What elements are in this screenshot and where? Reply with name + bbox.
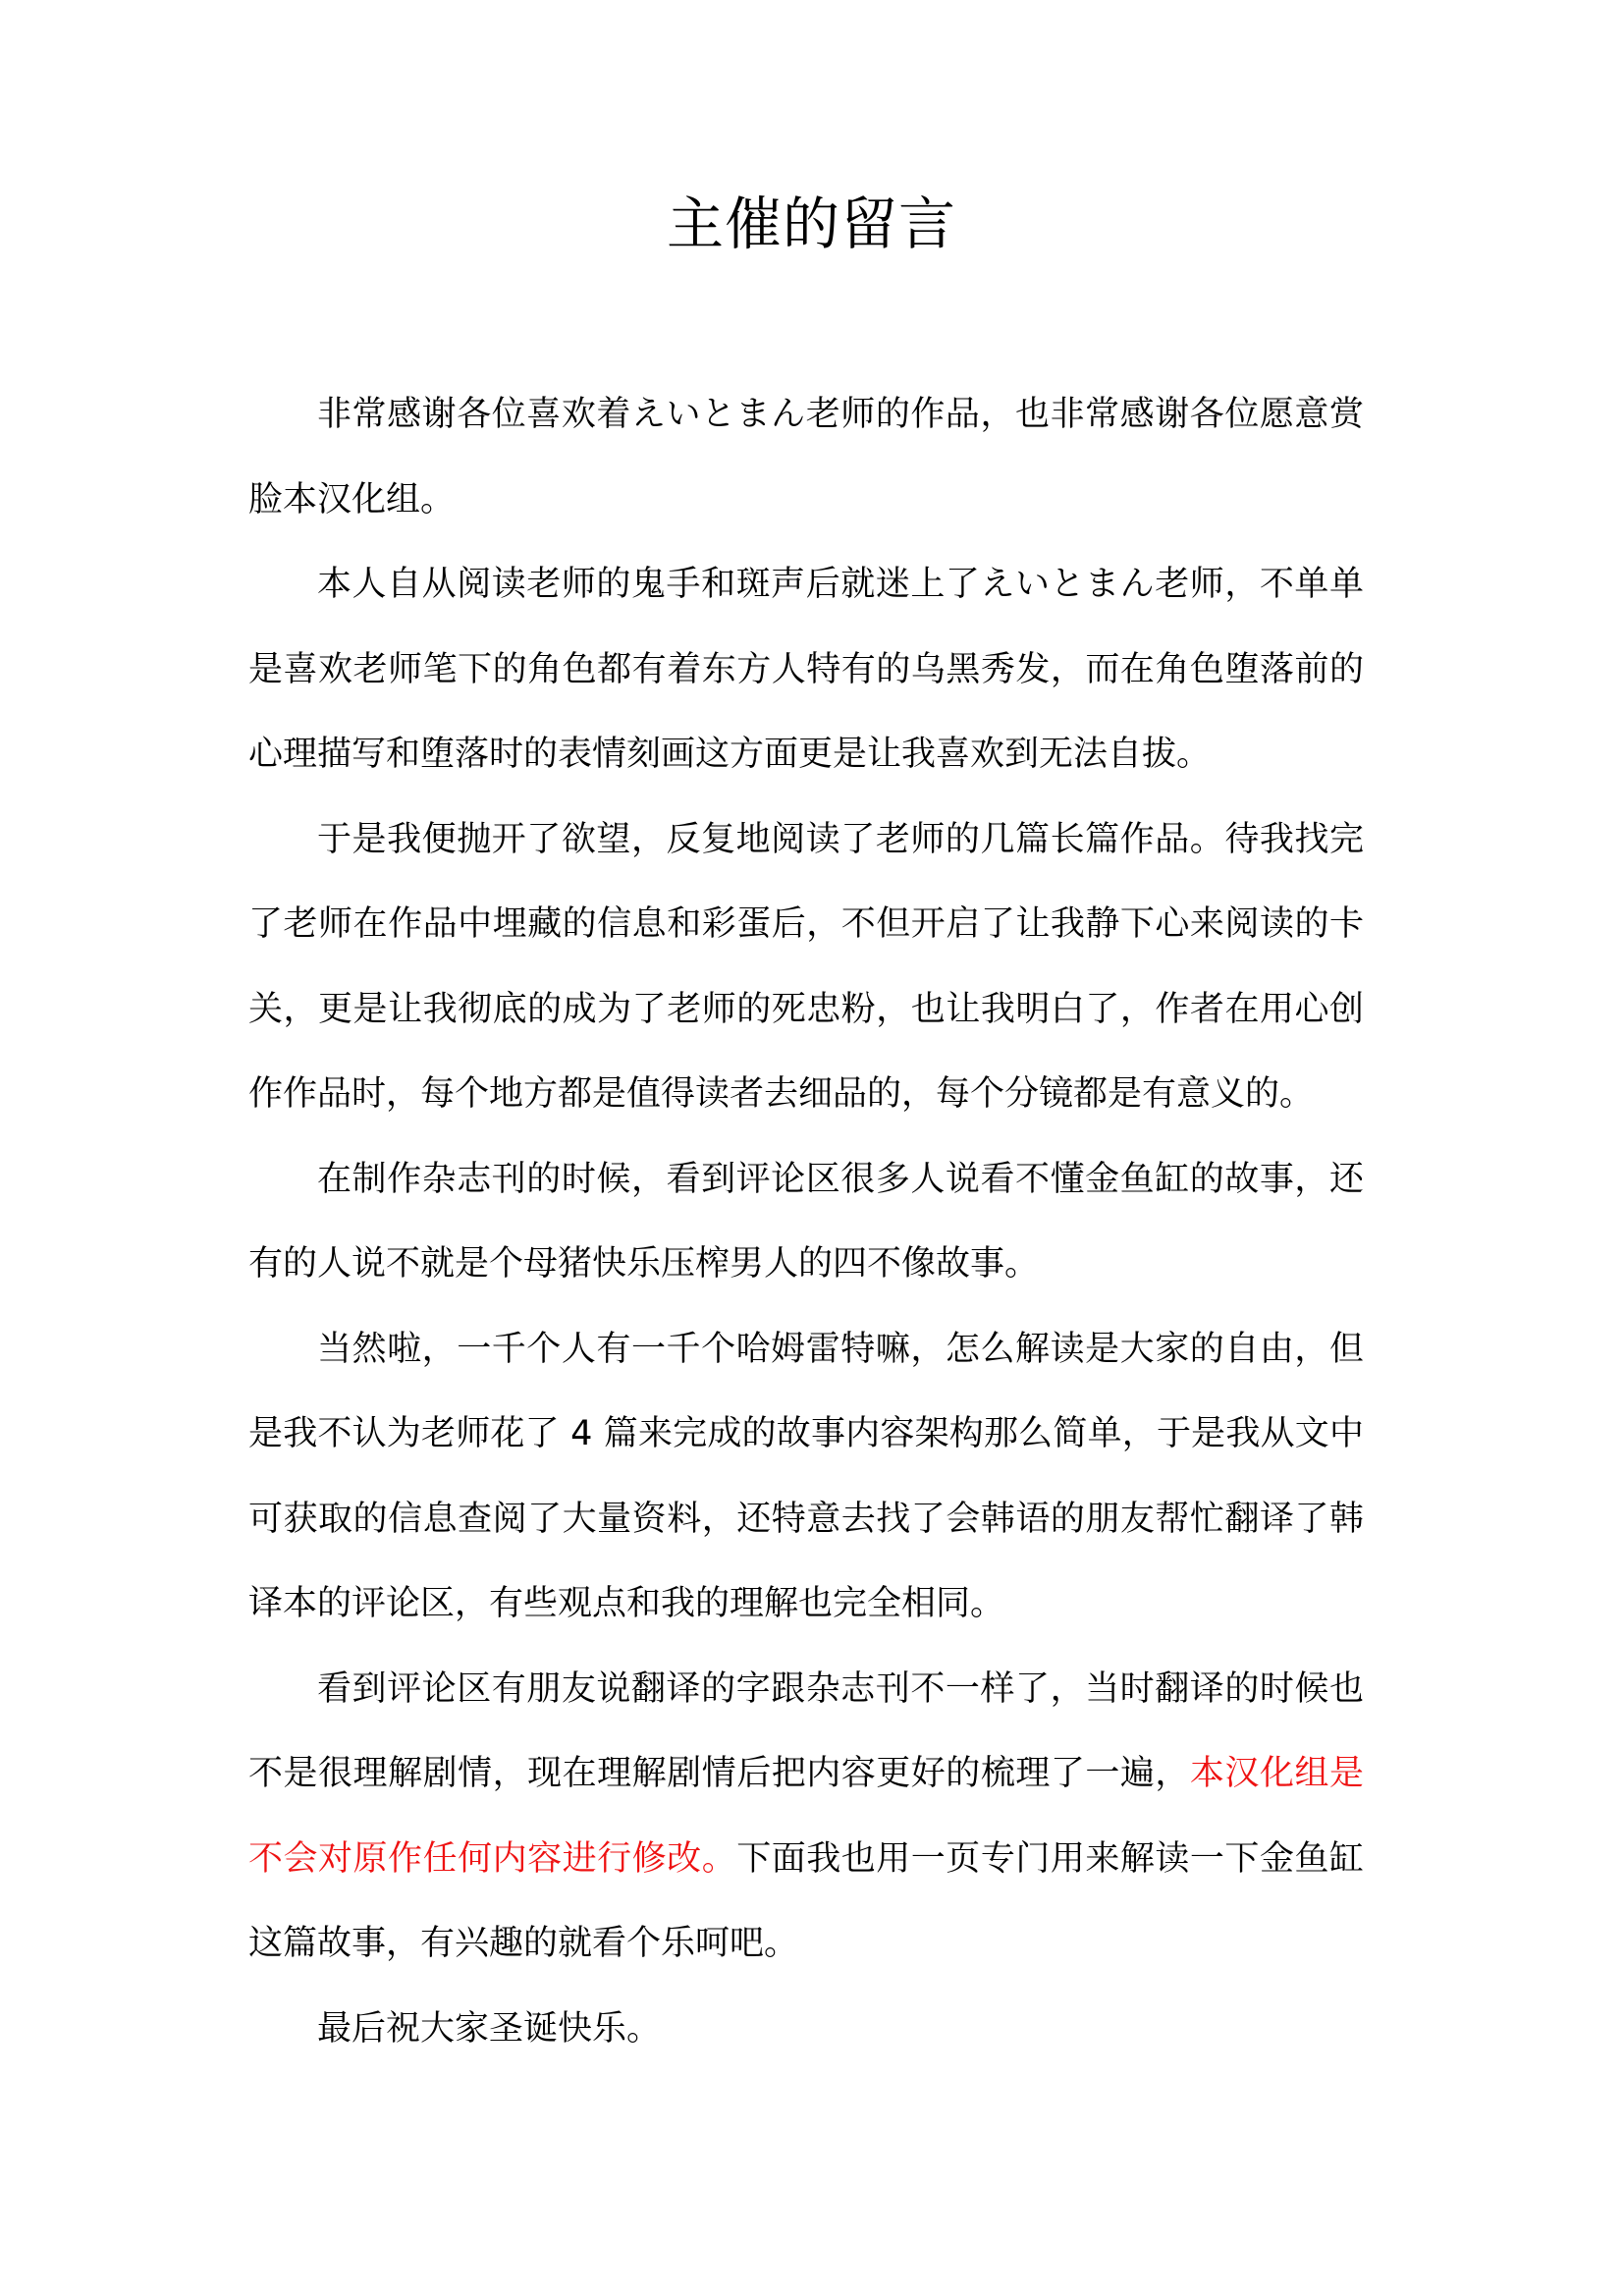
paragraph — [248, 542, 1364, 797]
body-text-run: 下面我也用一页专门用来解读一下金鱼缸这篇故事，有兴趣的就看个乐呵吧。 — [248, 1838, 1364, 1963]
paragraph — [248, 1987, 1364, 2072]
body-text-run: 最后祝大家圣诞快乐。 — [317, 2008, 662, 2049]
body-text-run: 看到评论区有朋友说翻译的字跟杂志刊不一样了，当时翻译的时候也不是很理解剧情，现在理解剧情后把内容更好的梳理了一遍， — [248, 1668, 1364, 1793]
paragraph — [248, 1137, 1364, 1307]
emphasis-text: 本汉化组是不会对原作任何内容进行修改。 — [248, 1754, 1364, 1879]
body-text-run: 于是我便抛开了欲望，反复地阅读了老师的几篇长篇作品。待我找完了老师在作品中埋藏的信息和彩蛋后，不但开启了让我静下心来阅读的卡关，更是让我彻底的成为了老师的死忠粉，也让我明白了，作者在用心创作作品时，每个地方都是值得读者去细品的，每个分镜都是有意义的。 — [248, 819, 1364, 1114]
body-text-run: 在制作杂志刊的时候，看到评论区很多人说看不懂金鱼缸的故事，还有的人说不就是个母猪快乐压榨男人的四不像故事。 — [248, 1159, 1364, 1284]
body-text-run: 本人自从阅读老师的鬼手和斑声后就迷上了えいとまん老师，不单单是喜欢老师笔下的角色都有着东方人特有的乌黑秀发，而在角色堕落前的心理描写和堕落时的表情刻画这方面更是让我喜欢到无法自拔。 — [248, 565, 1364, 774]
document-body — [248, 372, 1364, 2071]
paragraph — [248, 1307, 1364, 1647]
paragraph — [248, 372, 1364, 542]
paragraph — [248, 797, 1364, 1137]
document-title: 主催的留言 — [666, 191, 956, 257]
body-text-run: 非常感谢各位喜欢着えいとまん老师的作品，也非常感谢各位愿意赏脸本汉化组。 — [248, 395, 1364, 519]
body-text-run: 当然啦，一千个人有一千个哈姆雷特嘛，怎么解读是大家的自由，但是我不认为老师花了 4 篇来完成的故事内容架构那么简单，于是我从文中可获取的信息查阅了大量资料，还特意去找了会韩语的朋友帮忙翻译了韩译本的评论区，有些观点和我的理解也完全相同。 — [248, 1329, 1364, 1623]
paragraph — [248, 1647, 1364, 1987]
